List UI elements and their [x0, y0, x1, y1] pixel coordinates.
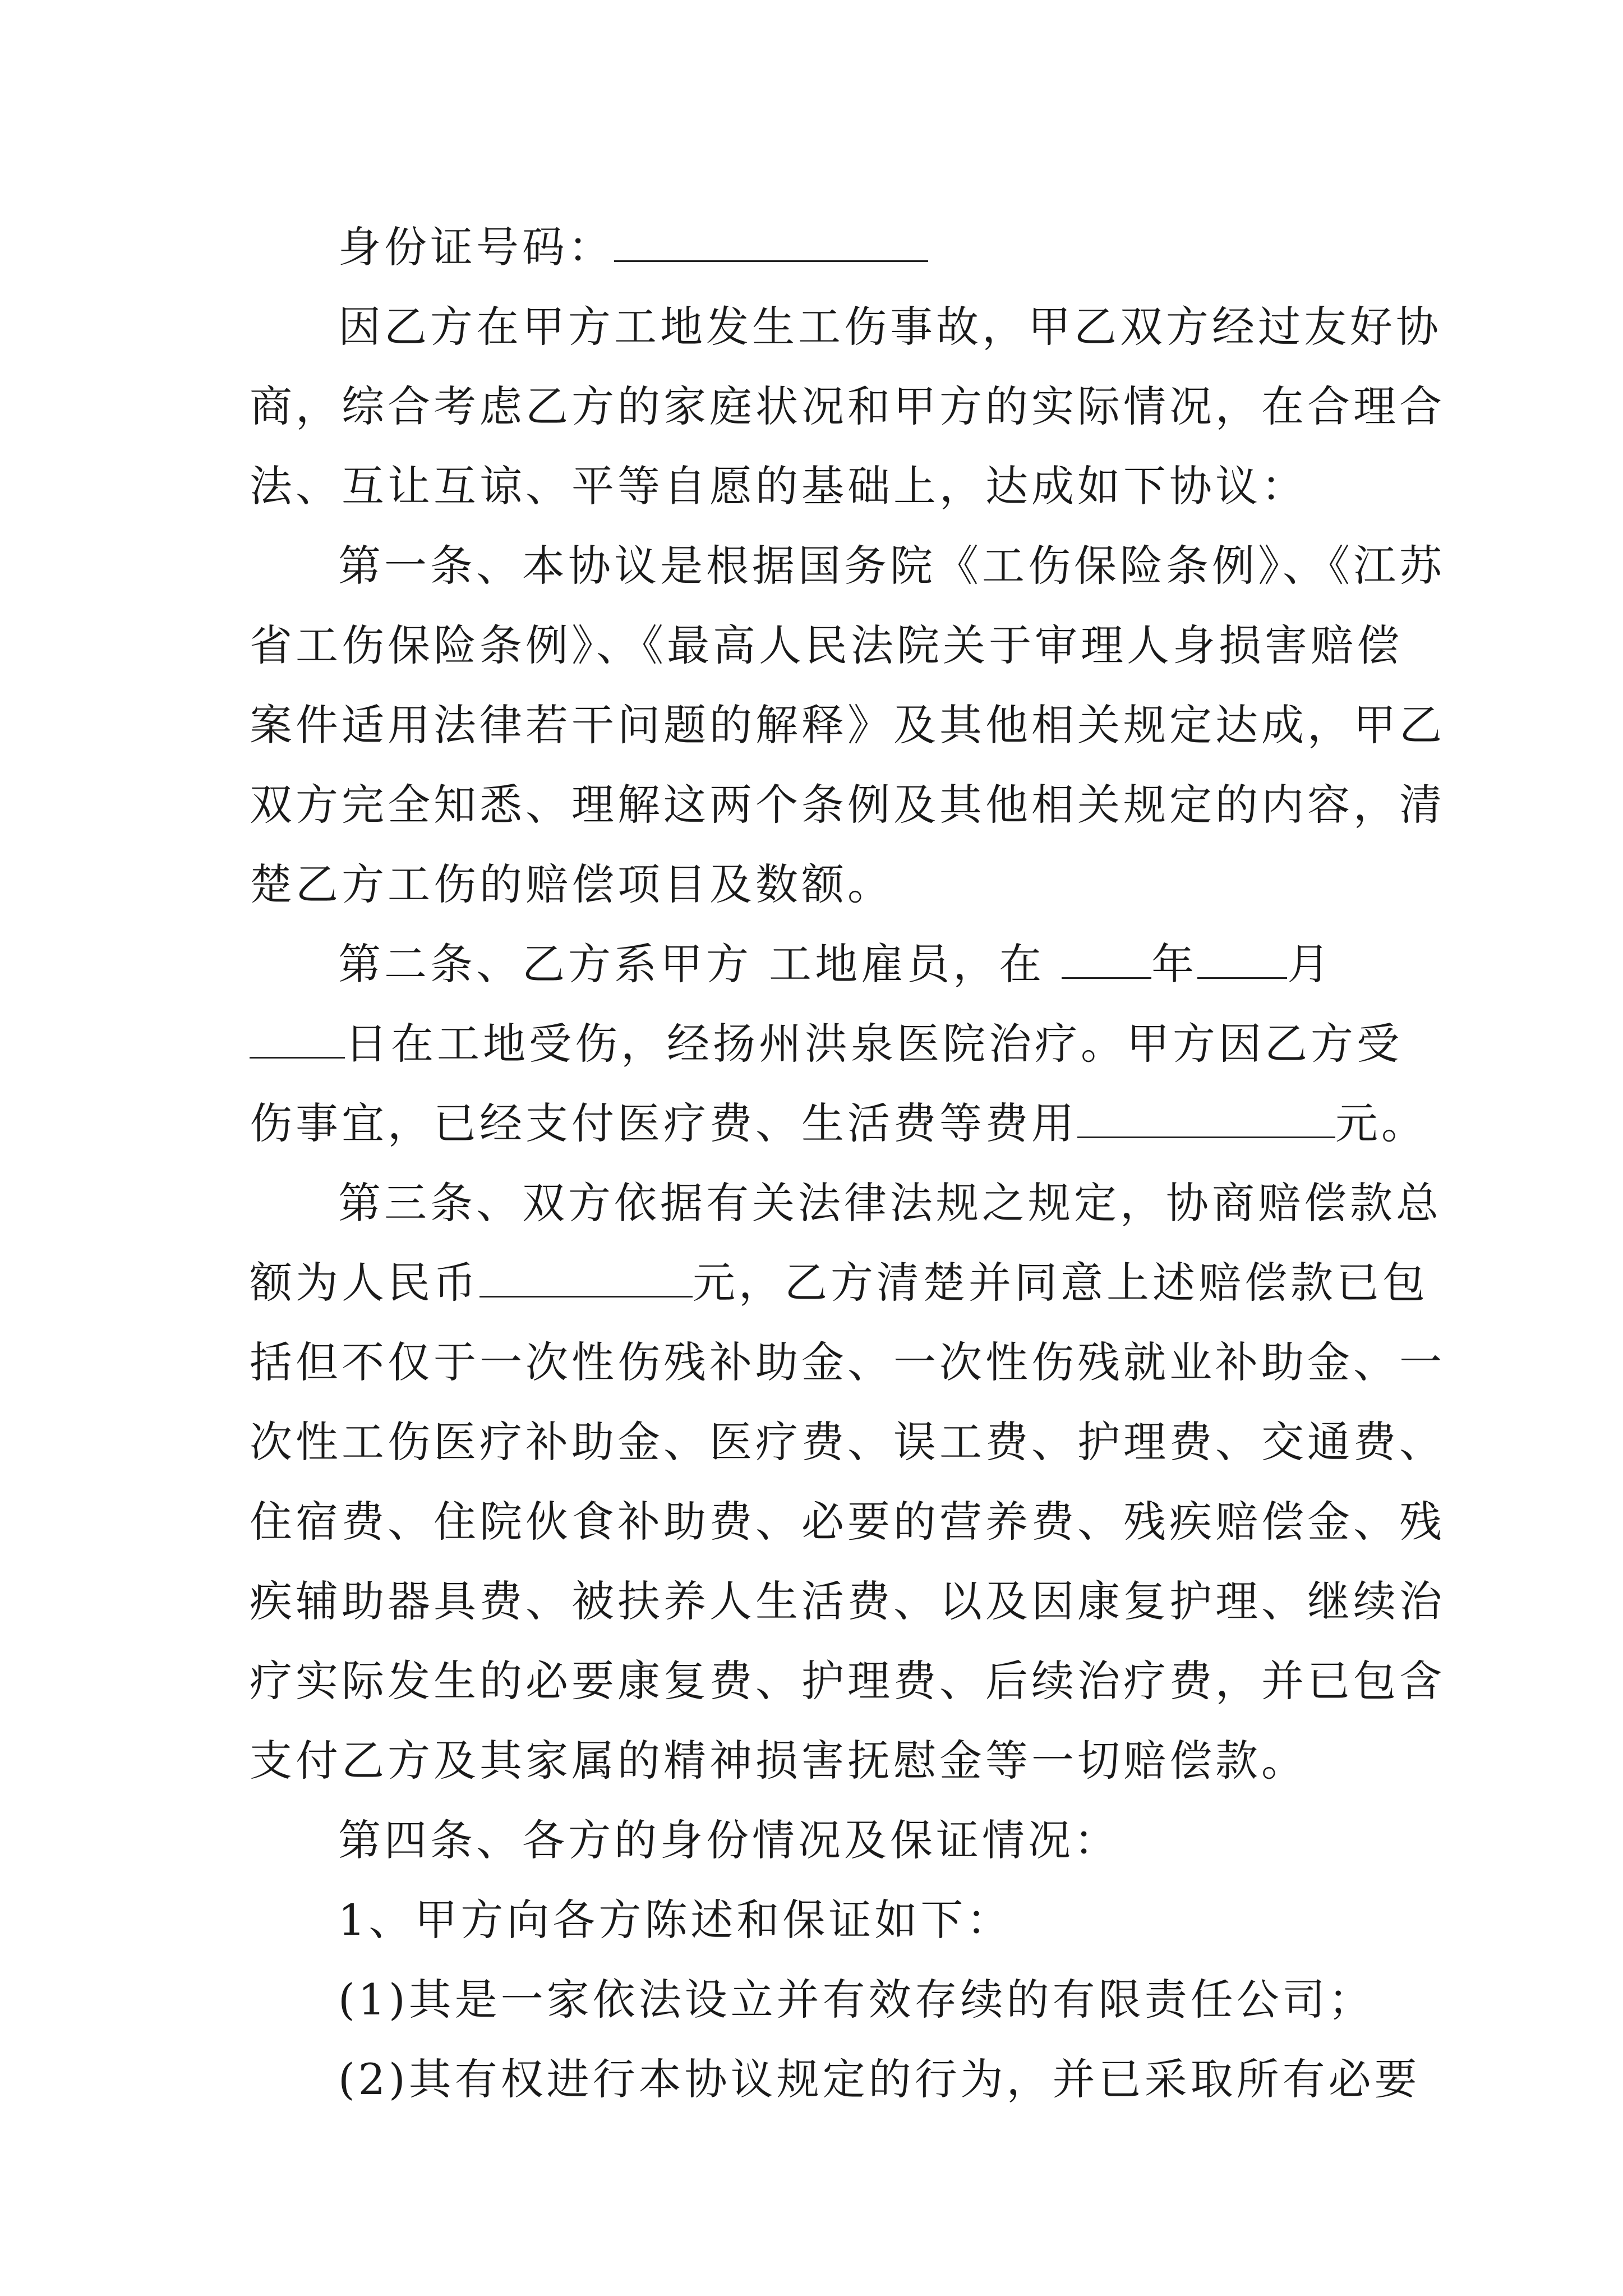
article-2-text-c: 伤事宜，已经支付医疗费、生活费等费用 [250, 1098, 1077, 1148]
article-3-line-5: 住宿费、住院伙食补助费、必要的营养费、残疾赔偿金、残 [250, 1497, 1445, 1547]
month-blank [1197, 938, 1287, 979]
article-1-line-3: 案件适用法律若干问题的解释》及其他相关规定达成，甲乙 [250, 700, 1445, 750]
article-4-item-1: (1)其是一家依法设立并有效存续的有限责任公司； [338, 1975, 1375, 2024]
article-2-text-d: 元。 [1335, 1098, 1427, 1148]
year-label: 年 [1151, 939, 1198, 989]
article-1-line-5: 楚乙方工伤的赔偿项目及数额。 [250, 859, 893, 909]
article-3-line-4: 次性工伤医疗补助金、医疗费、误工费、护理费、交通费、 [250, 1417, 1445, 1467]
id-number-blank [614, 221, 928, 262]
id-number-line [250, 208, 1394, 287]
article-4-item-2: (2)其有权进行本协议规定的行为，并已采取所有必要 [338, 2054, 1421, 2104]
article-2-line-1 [250, 924, 1394, 1004]
article-3-line-2 [250, 1243, 1428, 1323]
article-2-line-3 [250, 1084, 1427, 1163]
article-3-line-1: 第三条、双方依据有关法律法规之规定，协商赔偿款总 [338, 1178, 1442, 1228]
article-2-text-a: 第二条、乙方系甲方 工地雇员，在 [338, 939, 1045, 989]
day-blank [250, 1018, 345, 1059]
article-2-text-b: 日在工地受伤，经扬州洪泉医院治疗。甲方因乙方受 [345, 1019, 1403, 1069]
paid-amount-blank [1077, 1097, 1335, 1138]
document-page [250, 208, 1445, 2119]
article-3-line-3: 括但不仅于一次性伤残补助金、一次性伤残就业补助金、一 [250, 1337, 1445, 1387]
article-4-sub-1: 1、甲方向各方陈述和保证如下： [338, 1895, 1013, 1945]
article-3-line-8: 支付乙方及其家属的精神损害抚慰金等一切赔偿款。 [250, 1736, 1307, 1786]
year-blank [1062, 938, 1151, 979]
id-number-label: 身份证号码： [338, 222, 614, 272]
article-3-text-a: 额为人民币 [250, 1258, 479, 1308]
article-1-line-2: 省工伤保险条例》、《最高人民法院关于审理人身损害赔偿 [250, 620, 1403, 670]
article-3-line-6: 疾辅助器具费、被扶养人生活费、以及因康复护理、继续治 [250, 1576, 1445, 1626]
article-1-line-4: 双方完全知悉、理解这两个条例及其他相关规定的内容，清 [250, 780, 1445, 830]
month-label: 月 [1287, 939, 1334, 989]
article-2-line-2 [250, 1004, 1403, 1084]
intro-line-2: 商，综合考虑乙方的家庭状况和甲方的实际情况，在合理合 [250, 381, 1445, 431]
compensation-amount-blank [479, 1257, 693, 1297]
intro-line-1: 因乙方在甲方工地发生工伤事故，甲乙双方经过友好协 [338, 302, 1442, 352]
intro-line-3: 法、互让互谅、平等自愿的基础上，达成如下协议： [250, 461, 1307, 511]
article-1-line-1: 第一条、本协议是根据国务院《工伤保险条例》、《江苏 [338, 541, 1445, 591]
article-3-line-7: 疗实际发生的必要康复费、护理费、后续治疗费，并已包含 [250, 1656, 1445, 1706]
article-3-text-b: 元，乙方清楚并同意上述赔偿款已包 [693, 1258, 1428, 1308]
article-4-title: 第四条、各方的身份情况及保证情况： [338, 1815, 1120, 1865]
